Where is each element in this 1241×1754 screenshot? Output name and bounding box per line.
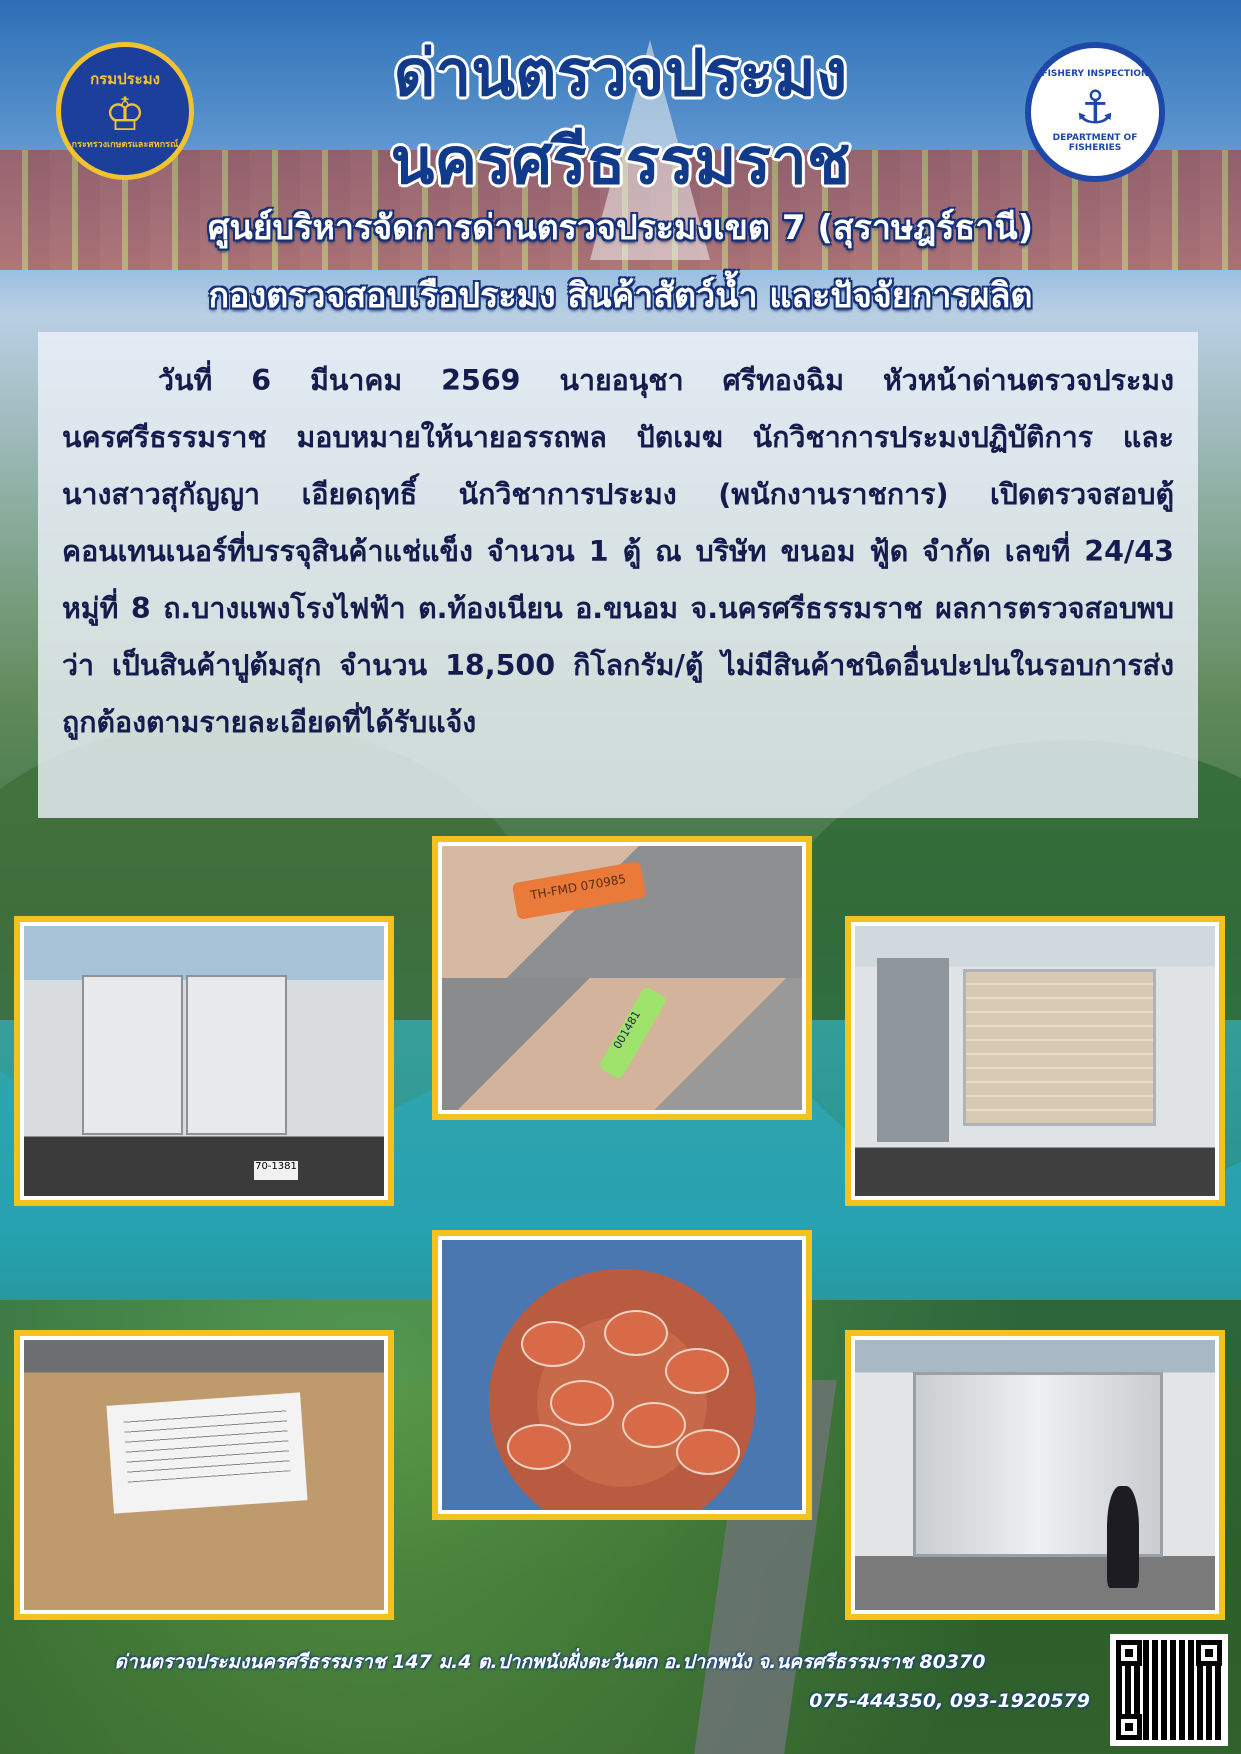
- seal-tag-bottom: 001481: [598, 986, 668, 1080]
- logo-left-top-text: กรมประมง: [90, 69, 160, 88]
- photo-container-seal: [432, 836, 812, 1120]
- crab-shape: [550, 1380, 614, 1426]
- crab-shape: [604, 1310, 668, 1356]
- footer-phone: 075-444350, 093-1920579: [809, 1690, 1090, 1712]
- photo-open-container-cargo: [845, 916, 1225, 1206]
- photo-cooked-crabs: [432, 1230, 812, 1520]
- news-body-text: วันที่ 6 มีนาคม 2569 นายอนุชา ศรีทองฉิม หัวหน้าด่านตรวจประมงนครศรีธรรมราช มอบหมายให้นายอรรถพล ปัตเมฆ นักวิชาการประมงปฏิบัติการ และนางสาวสุกัญญา เอียดฤทธิ์ นักวิชาการประมง (พนักงานราชการ) เปิดตรวจสอบตู้คอนเทนเนอร์ที่บรรจุสินค้าแช่แข็ง จำนวน 1 ตู้ ณ บริษัท ขนอม ฟู้ด จำกัด เลขที่ 24/43 หมู่ที่ 8 ถ.บางแพงโรงไฟฟ้า ต.ท้องเนียน อ.ขนอม จ.นครศรีธรรมราช ผลการตรวจสอบพบว่า เป็นสินค้าปูต้มสุก จำนวน 18,500 กิโลกรัม/ตู้ ไม่มีสินค้าชนิดอื่นปะปนในรอบการส่ง ถูกต้องตามรายละเอียดที่ได้รับแจ้ง: [62, 364, 1174, 739]
- page-title-line1: ด่านตรวจประมง: [393, 37, 848, 111]
- officer-figure: [1107, 1486, 1139, 1589]
- crab-shape: [676, 1429, 740, 1475]
- qr-finder-mark: [1116, 1640, 1142, 1666]
- badge-emblem-icon: ⚓: [1074, 80, 1116, 135]
- container-door: [877, 958, 949, 1142]
- page-subtitle-line2: กองตรวจสอบเรือประมง สินค้าสัตว์น้ำ และปัจจัยการผลิต: [208, 276, 1033, 316]
- news-text-panel: [38, 332, 1198, 818]
- frozen-cargo-boxes: [963, 969, 1156, 1126]
- container-door: [186, 975, 287, 1136]
- qr-finder-mark: [1116, 1714, 1142, 1740]
- logo-left-bottom-text: กระทรวงเกษตรและสหกรณ์: [71, 140, 179, 151]
- crab-shape: [622, 1402, 686, 1448]
- logo-right-bottom-text: DEPARTMENT OF FISHERIES: [1052, 133, 1138, 153]
- qr-finder-mark: [1196, 1640, 1222, 1666]
- crab-shape: [507, 1424, 571, 1470]
- qr-code-icon[interactable]: [1110, 1634, 1228, 1746]
- photo-container-truck: [14, 916, 394, 1206]
- container-door: [82, 975, 183, 1136]
- crab-shape: [665, 1348, 729, 1394]
- footer-address: ด่านตรวจประมงนครศรีธรรมราช 147 ม.4 ต.ปากพนังฝั่งตะวันตก อ.ปากพนัง จ.นครศรีธรรมราช 80370: [114, 1651, 986, 1673]
- box-label-sheet: [107, 1393, 308, 1514]
- page-subtitle-line1: ศูนย์บริหารจัดการด่านตรวจประมงเขต 7 (สุราษฎร์ธานี): [207, 208, 1034, 248]
- logo-right-top-text: FISHERY INSPECTION: [1041, 69, 1149, 80]
- seal-emblem-icon: ♔: [104, 87, 146, 142]
- truck-plate: 70-1381: [254, 1161, 297, 1180]
- crab-shape: [521, 1321, 585, 1367]
- photo-empty-container-officer: [845, 1330, 1225, 1620]
- photo-cargo-box-label: [14, 1330, 394, 1620]
- seal-tag-top: TH-FMD 070985: [512, 861, 646, 920]
- page-title-line2: นครศรีธรรมราช: [390, 125, 851, 199]
